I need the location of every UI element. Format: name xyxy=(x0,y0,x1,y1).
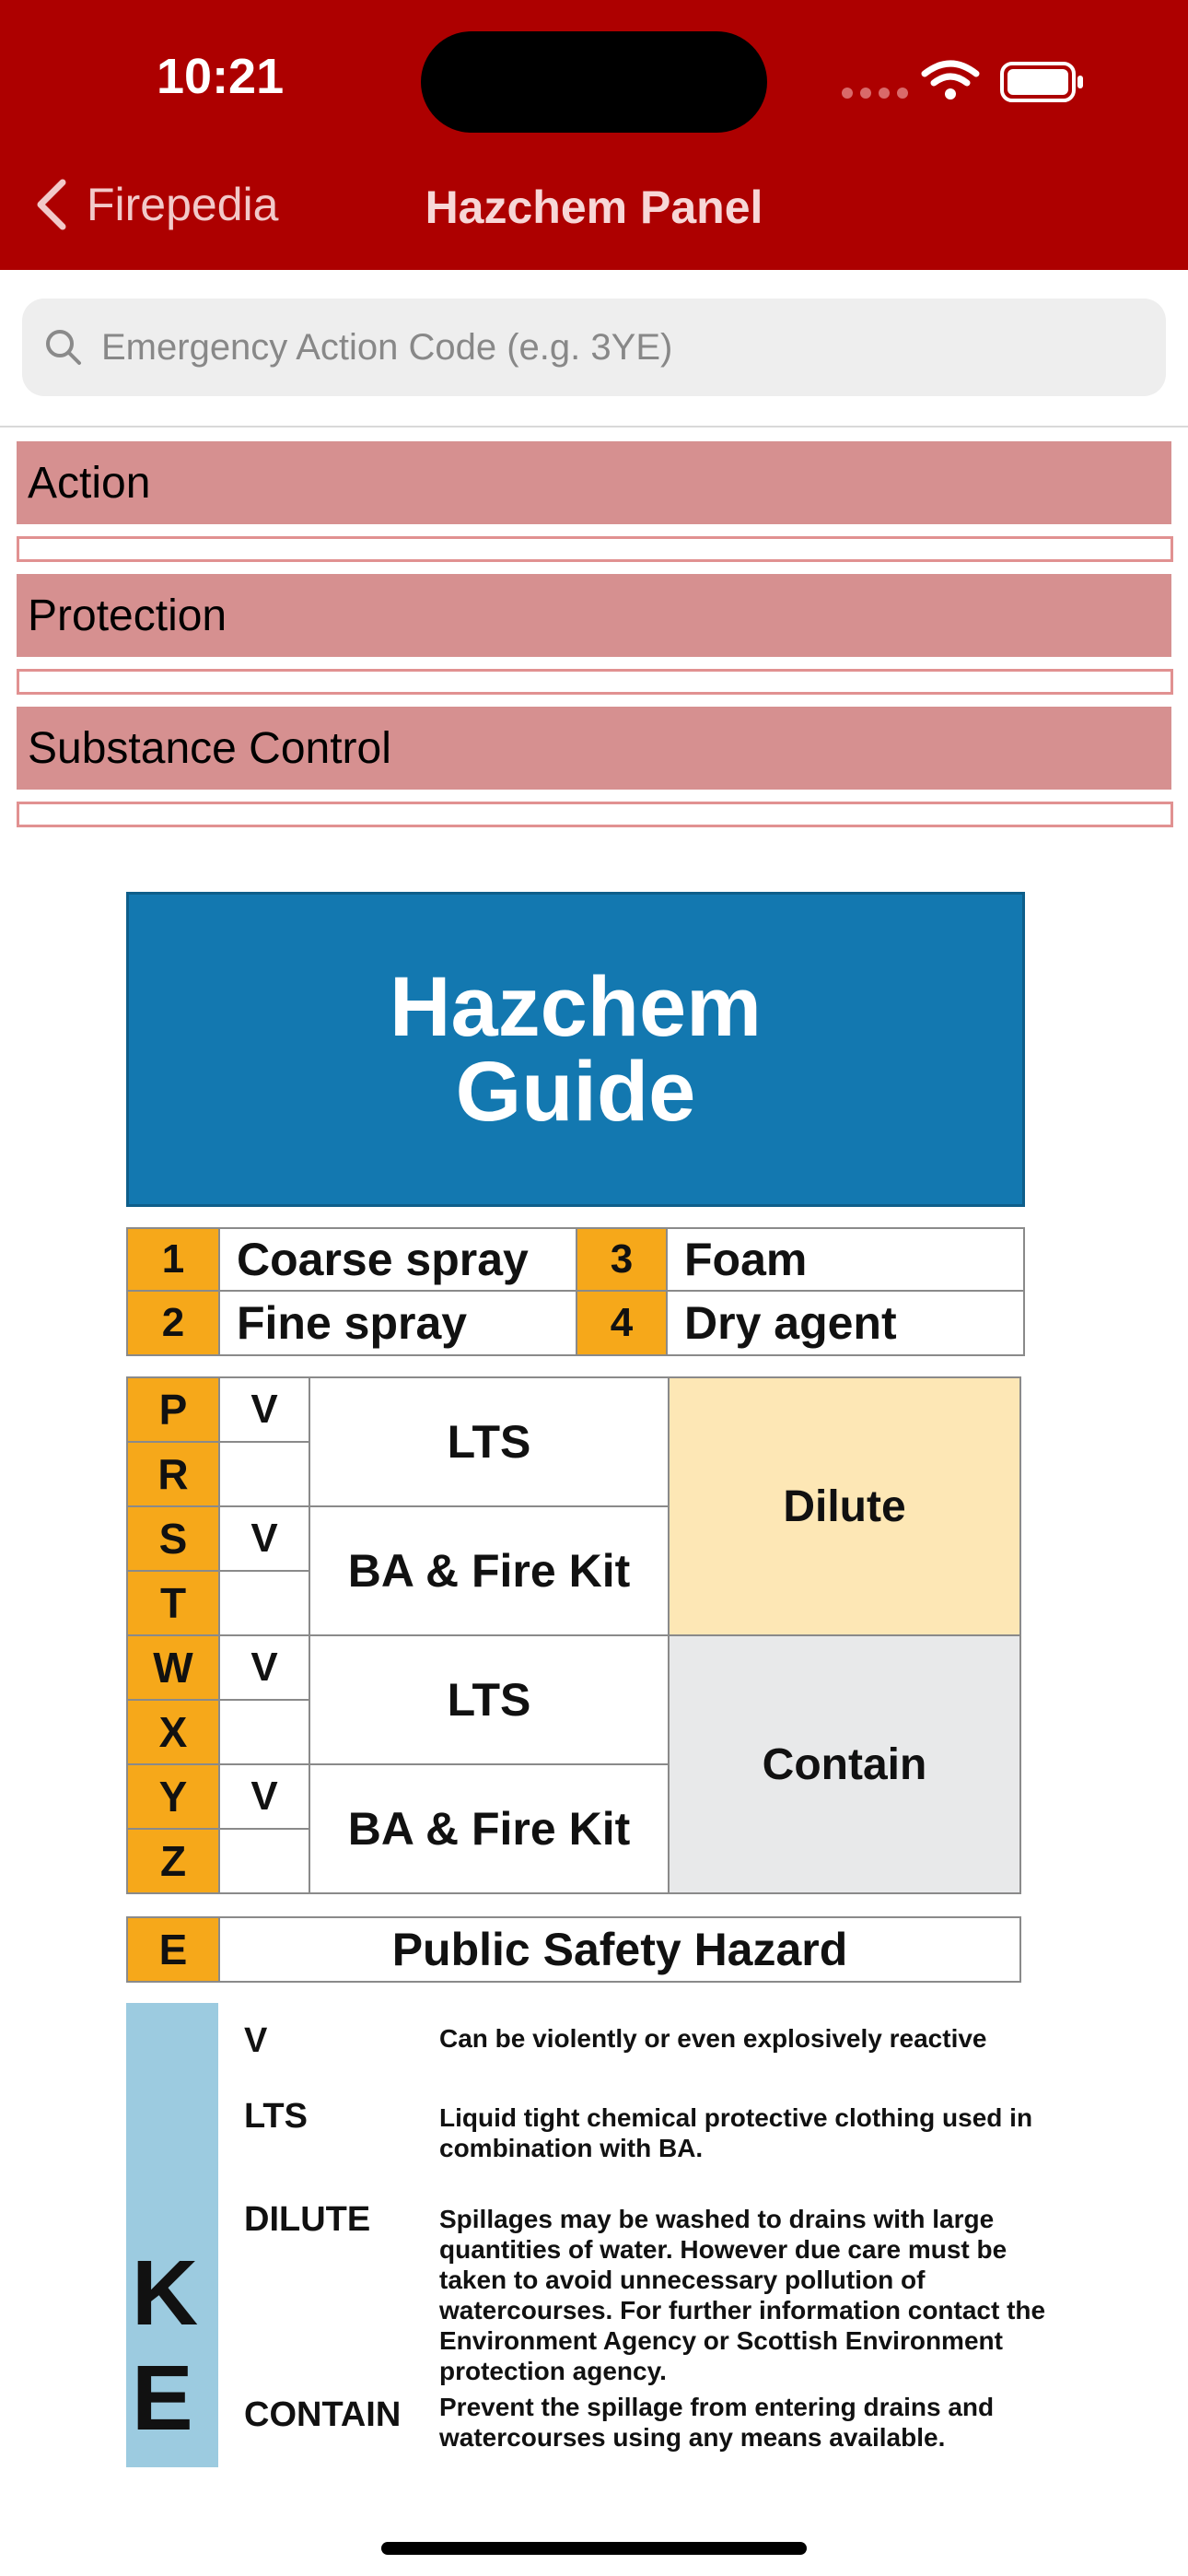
protection-cell: LTS xyxy=(309,1376,670,1507)
violent-marker xyxy=(218,1570,310,1636)
dilute-cell: Dilute xyxy=(668,1376,1021,1636)
violent-marker xyxy=(218,1828,310,1894)
key-term: V xyxy=(244,2021,268,2060)
section-substance-control-header[interactable] xyxy=(17,707,1171,790)
wifi-icon xyxy=(921,59,980,101)
hazchem-letter: Z xyxy=(126,1828,220,1894)
section-action-content xyxy=(17,536,1173,562)
guide-title-line1: Hazchem xyxy=(390,960,762,1054)
key-term: CONTAIN xyxy=(244,2395,402,2434)
section-substance-control-content xyxy=(17,802,1173,827)
divider xyxy=(0,426,1188,427)
search-input[interactable] xyxy=(99,326,1135,369)
hazchem-guide-image xyxy=(126,892,1056,2467)
protection-cell: LTS xyxy=(309,1634,670,1765)
method-label: Fine spray xyxy=(218,1290,577,1356)
key-bar xyxy=(126,2003,218,2467)
method-number: 2 xyxy=(126,1290,220,1356)
key-term: DILUTE xyxy=(244,2200,371,2239)
hazchem-letter: E xyxy=(126,1916,220,1983)
protection-cell: BA & Fire Kit xyxy=(309,1505,670,1636)
public-safety-hazard: Public Safety Hazard xyxy=(218,1916,1021,1983)
key-letter: E xyxy=(132,2347,193,2450)
section-protection-header[interactable] xyxy=(17,574,1171,657)
hazchem-letter: R xyxy=(126,1441,220,1507)
violent-marker: V xyxy=(218,1763,310,1830)
violent-marker xyxy=(218,1441,310,1507)
section-action-header[interactable] xyxy=(17,441,1171,524)
hazchem-letter: X xyxy=(126,1699,220,1765)
section-label: Substance Control xyxy=(28,723,391,773)
guide-header xyxy=(126,892,1025,1207)
method-number: 3 xyxy=(576,1227,668,1292)
key-letter: K xyxy=(132,2242,199,2345)
cellular-signal-icon xyxy=(842,87,915,103)
search-bar[interactable] xyxy=(22,299,1166,396)
guide-title-line2: Guide xyxy=(455,1045,696,1139)
key-description: Liquid tight chemical protective clothing used in combination with BA. xyxy=(439,2103,1033,2162)
hazchem-letter: S xyxy=(126,1505,220,1572)
violent-marker: V xyxy=(218,1376,310,1443)
hazchem-letter: T xyxy=(126,1570,220,1636)
method-label: Foam xyxy=(666,1227,1025,1292)
page-title: Hazchem Panel xyxy=(425,181,763,233)
battery-icon xyxy=(1000,61,1085,103)
section-protection-content xyxy=(17,669,1173,695)
protection-cell: BA & Fire Kit xyxy=(309,1763,670,1894)
violent-marker: V xyxy=(218,1505,310,1572)
hazchem-letter: P xyxy=(126,1376,220,1443)
section-label: Protection xyxy=(28,591,227,640)
hazchem-letter: Y xyxy=(126,1763,220,1830)
key-term: LTS xyxy=(244,2097,308,2136)
section-label: Action xyxy=(28,458,151,508)
back-label: Firepedia xyxy=(87,179,279,230)
method-label: Dry agent xyxy=(666,1290,1025,1356)
key-description: Can be violently or even explosively reactive xyxy=(439,2024,987,2053)
violent-marker xyxy=(218,1699,310,1765)
hazchem-letter: W xyxy=(126,1634,220,1701)
key-description: Spillages may be washed to drains with large quantities of water. However due care must be taken to avoid unnecessary pollution of watercourses. For further information contact the Environment Agency or Scottish Environment protection agency. xyxy=(439,2205,1046,2385)
method-number: 1 xyxy=(126,1227,220,1292)
contain-cell: Contain xyxy=(668,1634,1021,1894)
method-number: 4 xyxy=(576,1290,668,1356)
method-label: Coarse spray xyxy=(218,1227,577,1292)
key-description: Prevent the spillage from entering drains and watercourses using any means available. xyxy=(439,2393,995,2452)
search-icon xyxy=(44,328,83,367)
status-time: 10:21 xyxy=(157,49,285,104)
dynamic-island xyxy=(421,31,767,133)
navigation-bar xyxy=(0,0,1188,270)
violent-marker: V xyxy=(218,1634,310,1701)
home-indicator[interactable] xyxy=(381,2542,807,2555)
